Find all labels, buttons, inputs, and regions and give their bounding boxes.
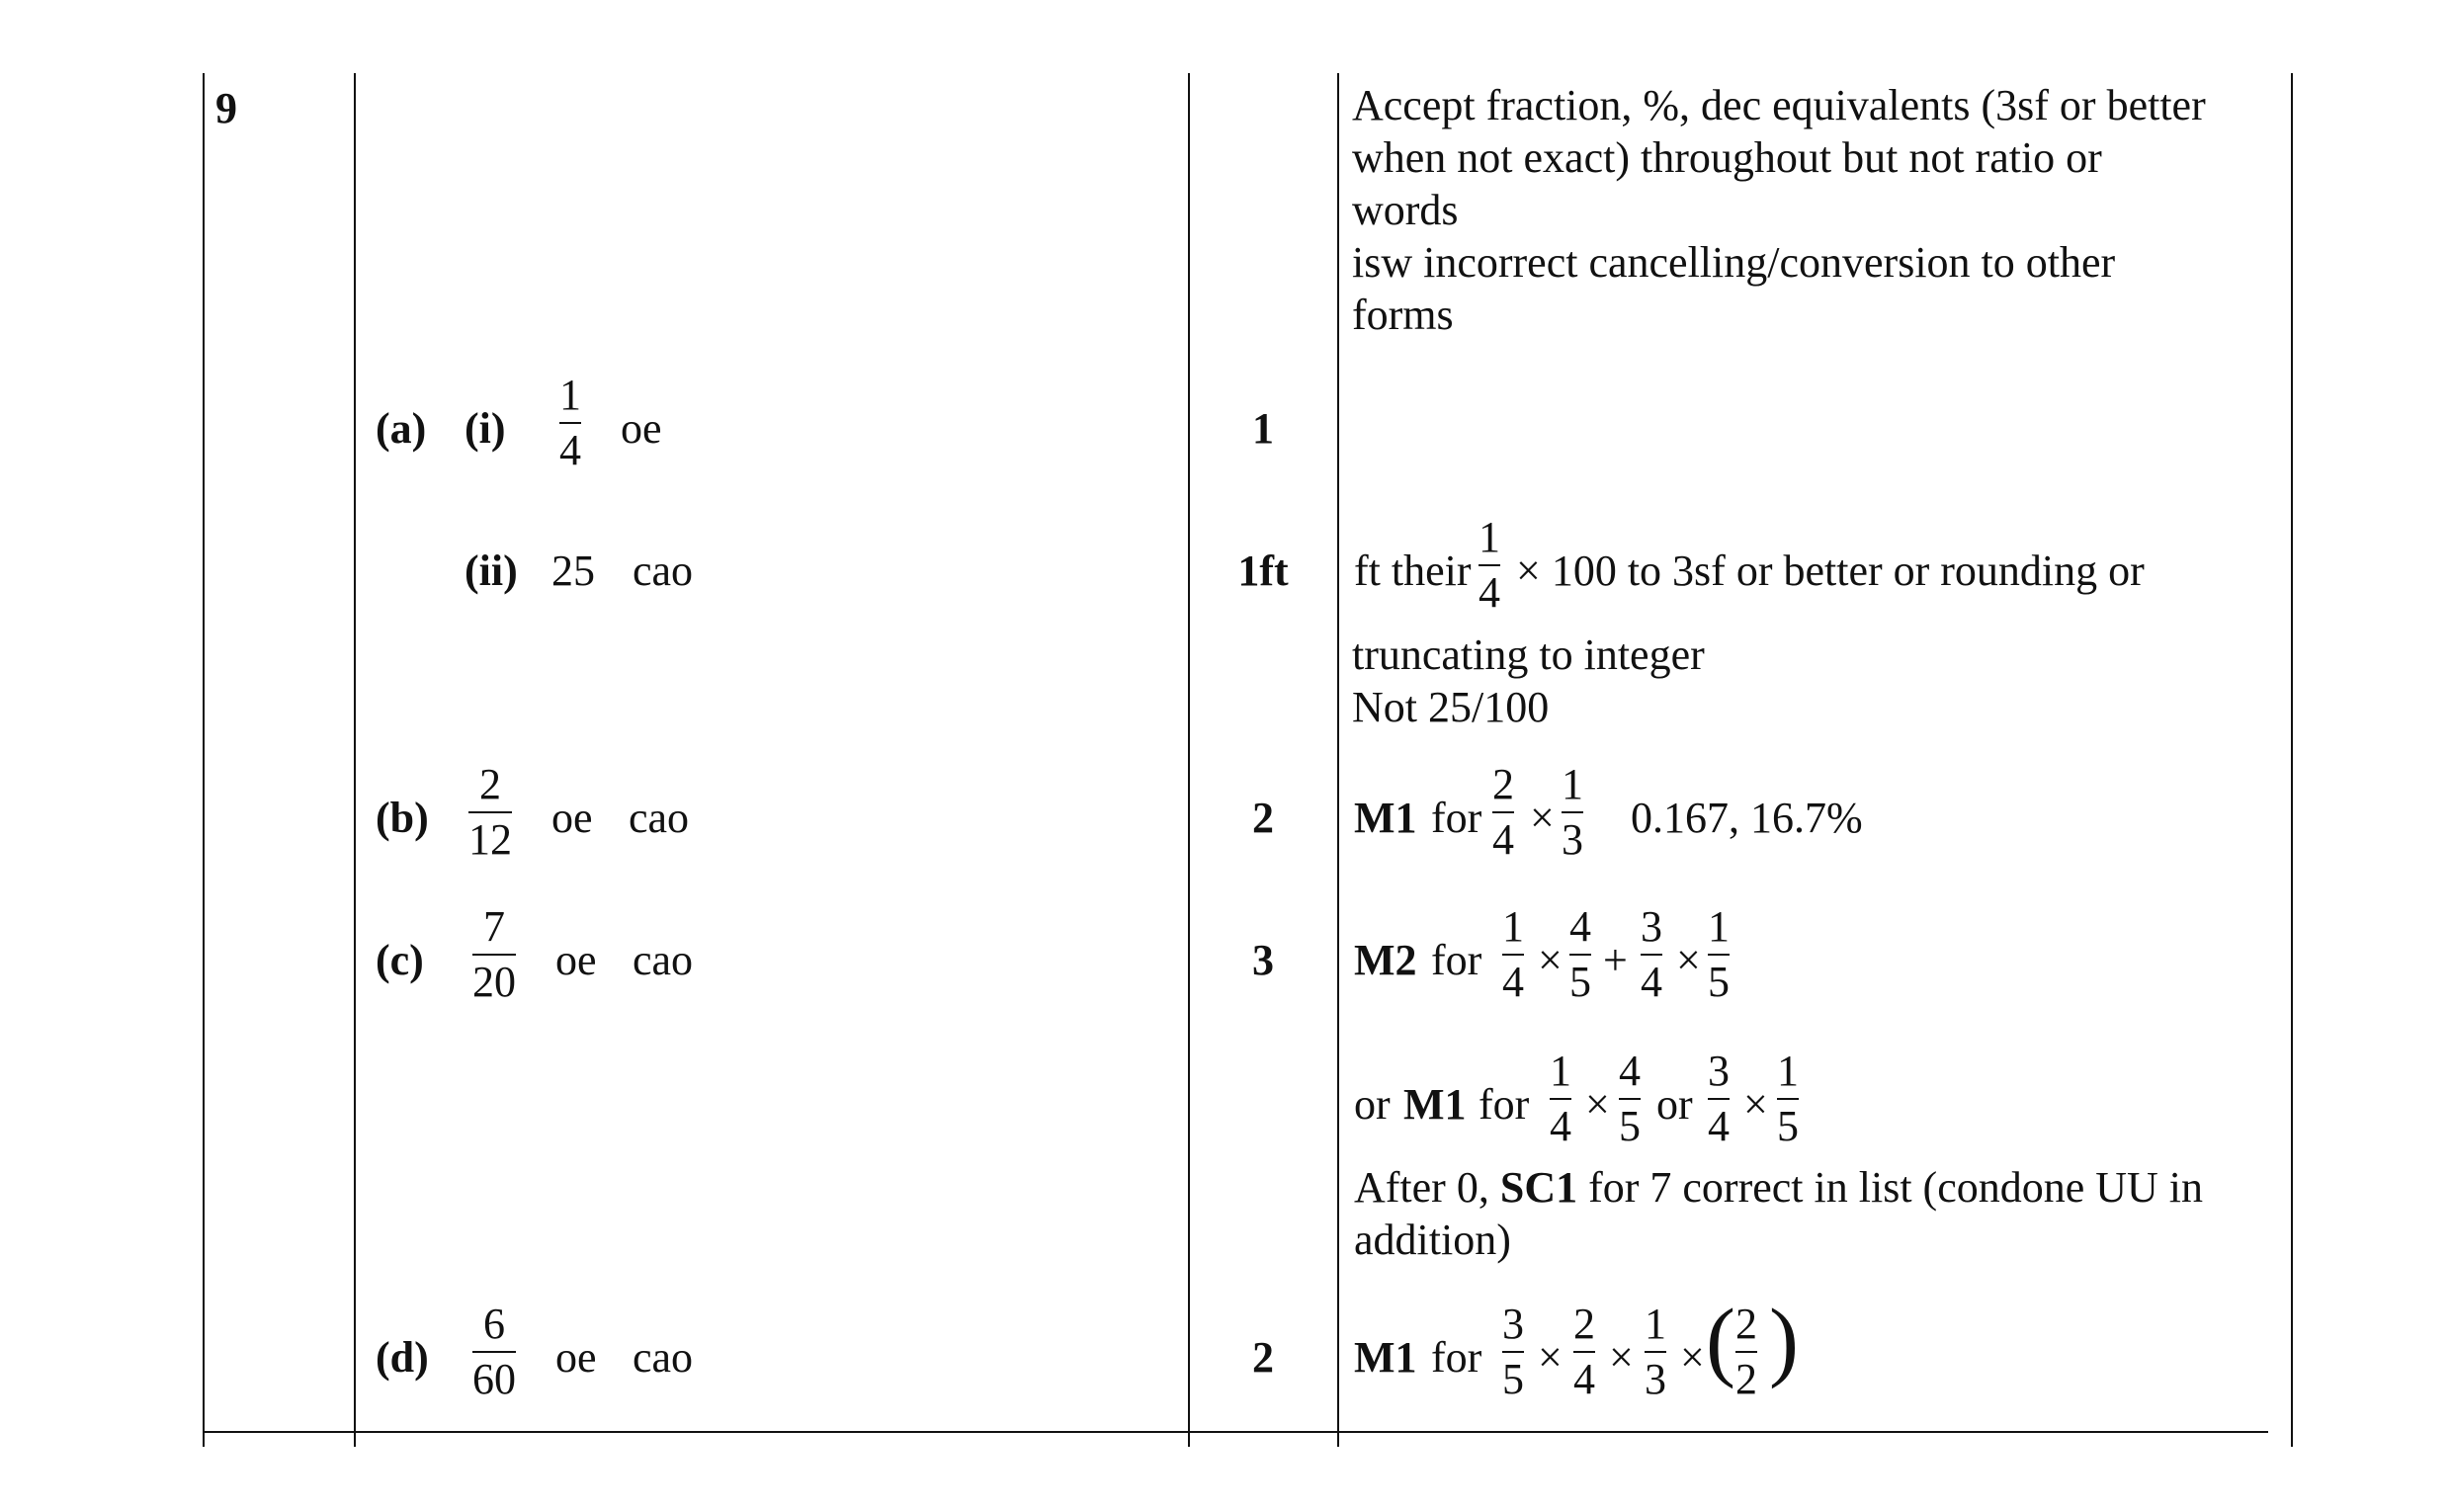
guidance-a-ii — [1352, 629, 2261, 733]
denominator: 4 — [1479, 568, 1500, 617]
method-fraction — [1502, 902, 1524, 1006]
guidance-suffix: × 100 to 3sf or better or rounding or — [1516, 546, 2145, 595]
guidance-fraction-a-ii — [1479, 513, 1500, 617]
denominator: 5 — [1569, 958, 1591, 1006]
answer-fraction-c — [472, 902, 516, 1006]
qualifier: cao — [629, 794, 690, 842]
answer-fraction-a-i — [559, 371, 581, 474]
method-fraction — [1502, 1302, 1524, 1401]
question-number: 9 — [215, 84, 237, 132]
numerator: 2 — [1492, 760, 1514, 808]
method-fraction — [1619, 1047, 1641, 1150]
numerator: 3 — [1641, 902, 1662, 951]
numerator: 1 — [1550, 1047, 1571, 1095]
times-operator: × — [1680, 1333, 1705, 1382]
answer-a-ii: 25 — [551, 546, 595, 595]
numerator: 2 — [1735, 1300, 1757, 1348]
method-mark: M1 — [1403, 1080, 1467, 1129]
denominator: 3 — [1562, 815, 1583, 864]
subpart-label-a-i: (i) — [465, 404, 506, 453]
general-guidance-note — [1352, 79, 2261, 341]
denominator: 4 — [1641, 958, 1662, 1006]
mark-b: 2 — [1252, 794, 1274, 842]
table-divider-guidance — [1337, 73, 1339, 1447]
answer-fraction-d — [472, 1302, 516, 1401]
method-fraction — [1645, 1302, 1666, 1401]
guidance-line: forms — [1352, 291, 1454, 339]
qualifier: oe — [551, 794, 593, 842]
denominator: 4 — [559, 426, 581, 474]
numerator: 3 — [1502, 1300, 1524, 1348]
denominator: 5 — [1708, 958, 1730, 1006]
denominator: 12 — [468, 815, 512, 864]
mark-d: 2 — [1252, 1333, 1274, 1382]
times-operator: × — [1538, 1333, 1563, 1382]
subpart-label-a-ii: (ii) — [465, 546, 518, 595]
mark-a-ii: 1ft — [1237, 546, 1289, 595]
numerator: 1 — [1645, 1300, 1666, 1348]
numerator: 2 — [1573, 1300, 1595, 1348]
or-word: or — [1656, 1080, 1693, 1129]
method-fraction — [1708, 1047, 1730, 1150]
numerator: 1 — [1777, 1047, 1799, 1095]
method-mark: M1 — [1354, 1333, 1417, 1382]
special-case-mark: SC1 — [1499, 1163, 1578, 1212]
guidance-prefix: ft their — [1354, 546, 1472, 595]
times-operator: × — [1530, 794, 1555, 842]
right-paren: ) — [1769, 1292, 1799, 1389]
denominator: 4 — [1708, 1102, 1730, 1150]
denominator: 4 — [1573, 1355, 1595, 1403]
plus-operator: + — [1603, 936, 1628, 984]
numerator: 1 — [1502, 902, 1524, 951]
denominator: 60 — [472, 1355, 516, 1403]
guidance-line: truncating to integer — [1352, 630, 1705, 679]
qualifier: oe — [555, 936, 597, 984]
or-word: or — [1354, 1080, 1391, 1129]
denominator: 4 — [1502, 958, 1524, 1006]
method-fraction — [1569, 902, 1591, 1006]
guidance-line: when not exact) throughout but not ratio or — [1352, 133, 2102, 182]
left-paren: ( — [1706, 1292, 1735, 1389]
denominator: 5 — [1777, 1102, 1799, 1150]
qualifier: oe — [555, 1333, 597, 1382]
numerator: 1 — [1708, 902, 1730, 951]
qualifier: cao — [633, 546, 694, 595]
numerator: 6 — [483, 1300, 505, 1348]
mark-a-i: 1 — [1252, 404, 1274, 453]
guidance-line: isw incorrect cancelling/conversion to other — [1352, 238, 2116, 287]
numerator: 3 — [1708, 1047, 1730, 1095]
denominator: 20 — [472, 958, 516, 1006]
denominator: 3 — [1645, 1355, 1666, 1403]
method-mark: M1 — [1354, 794, 1417, 842]
denominator: 5 — [1502, 1355, 1524, 1403]
part-label-a: (a) — [376, 404, 427, 453]
qualifier: cao — [633, 1333, 694, 1382]
qualifier: cao — [633, 936, 694, 984]
for-word: for — [1431, 1333, 1482, 1382]
numerator: 1 — [1562, 760, 1583, 808]
sc-prefix: After 0, — [1354, 1163, 1489, 1212]
method-mark: M2 — [1354, 936, 1417, 984]
guidance-line: Accept fraction, %, dec equivalents (3sf or better — [1352, 81, 2206, 129]
numerator: 1 — [559, 371, 581, 419]
part-label-d: (d) — [376, 1333, 429, 1382]
equivalents: 0.167, 16.7% — [1631, 794, 1863, 842]
denominator: 5 — [1619, 1102, 1641, 1150]
denominator: 2 — [1735, 1355, 1757, 1403]
guidance-line: Not 25/100 — [1352, 683, 1550, 731]
part-label-b: (b) — [376, 794, 429, 842]
method-fraction — [1708, 902, 1730, 1006]
numerator: 2 — [479, 760, 501, 808]
denominator: 4 — [1492, 815, 1514, 864]
denominator: 4 — [1550, 1102, 1571, 1150]
method-fraction — [1492, 760, 1514, 864]
numerator: 4 — [1569, 902, 1591, 951]
table-bottom-rule — [203, 1431, 2268, 1433]
numerator: 7 — [483, 902, 505, 951]
sc-rest: for 7 correct in list (condone UU in — [1588, 1163, 2204, 1212]
special-case-line-2: addition) — [1354, 1216, 1511, 1264]
times-operator: × — [1743, 1080, 1768, 1129]
method-fraction — [1641, 902, 1662, 1006]
table-border-right — [2291, 73, 2293, 1447]
table-divider-mark — [1188, 73, 1190, 1447]
method-fraction — [1573, 1302, 1595, 1401]
table-divider-answer — [354, 73, 356, 1447]
for-word: for — [1431, 794, 1482, 842]
for-word: for — [1479, 1080, 1530, 1129]
method-fraction — [1735, 1302, 1757, 1401]
mark-c: 3 — [1252, 936, 1274, 984]
special-case-line — [1354, 1163, 2204, 1212]
method-fraction — [1550, 1047, 1571, 1150]
times-operator: × — [1676, 936, 1701, 984]
times-operator: × — [1609, 1333, 1634, 1382]
times-operator: × — [1585, 1080, 1610, 1129]
answer-fraction-b — [468, 760, 512, 864]
for-word: for — [1431, 936, 1482, 984]
numerator: 1 — [1479, 513, 1500, 561]
method-fraction — [1777, 1047, 1799, 1150]
qualifier: oe — [621, 404, 662, 453]
method-fraction — [1562, 760, 1583, 864]
numerator: 4 — [1619, 1047, 1641, 1095]
table-border-left — [203, 73, 205, 1447]
part-label-c: (c) — [376, 936, 424, 984]
times-operator: × — [1538, 936, 1563, 984]
guidance-line: words — [1352, 186, 1459, 234]
